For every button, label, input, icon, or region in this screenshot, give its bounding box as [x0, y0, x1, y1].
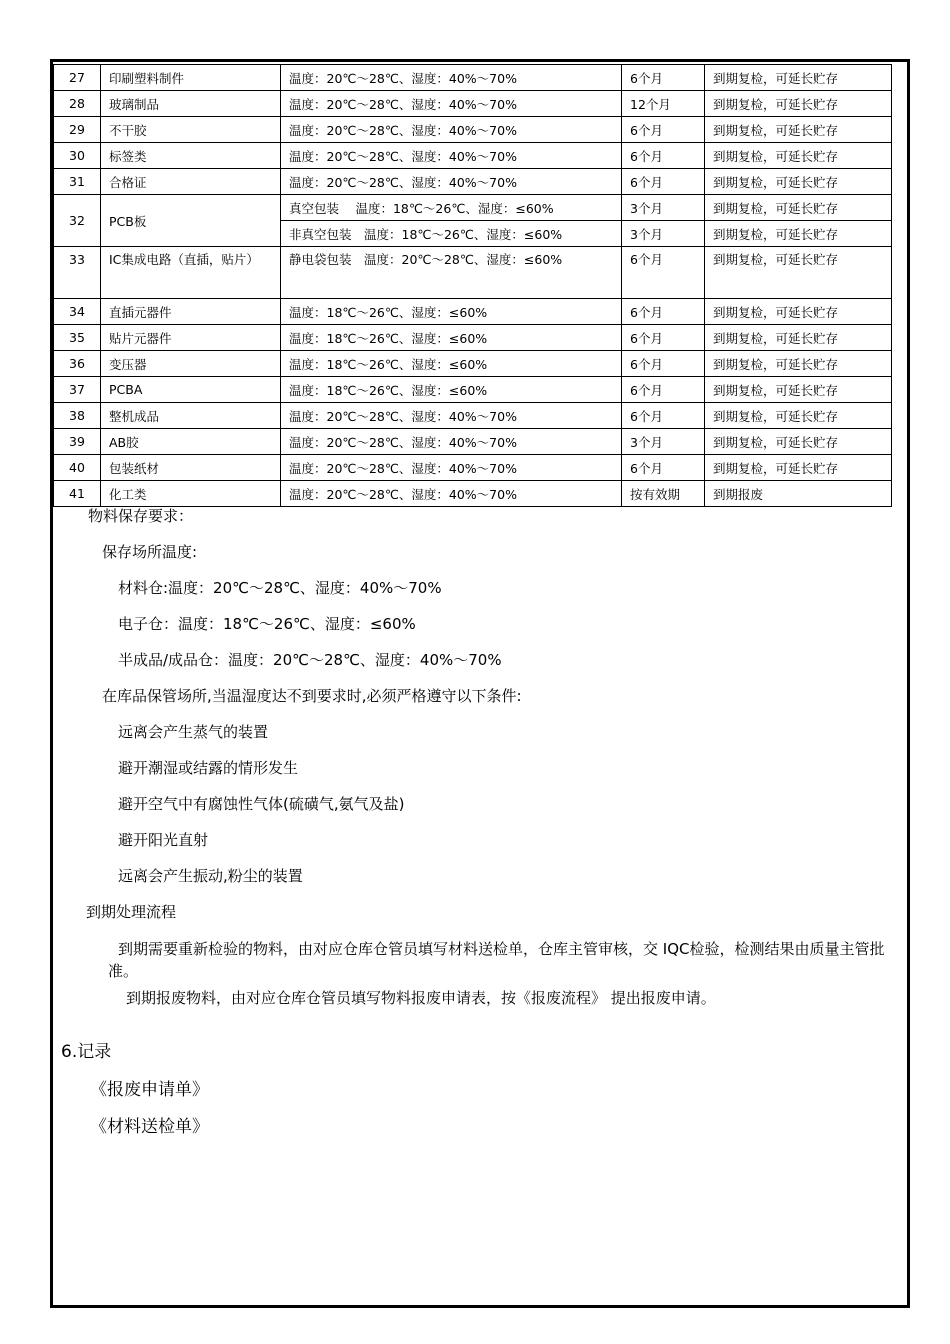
row-number: 36 — [54, 351, 101, 377]
storage-condition: 温度：20℃～28℃、湿度：40%～70% — [281, 429, 622, 455]
expiry-action: 到期复检，可延长贮存 — [705, 403, 892, 429]
storage-condition: 非真空包装 温度：18℃～26℃、湿度：≤60% — [281, 221, 622, 247]
table-row — [54, 351, 892, 377]
expiry-action: 到期复检，可延长贮存 — [705, 351, 892, 377]
row-number: 38 — [54, 403, 101, 429]
storage-period: 3个月 — [622, 195, 705, 221]
expiry-process-title: 到期处理流程 — [86, 903, 177, 921]
storage-condition: 温度：18℃～26℃、湿度：≤60% — [281, 351, 622, 377]
storage-conditions-title: 在库品保管场所,当温湿度达不到要求时,必须严格遵守以下条件: — [102, 687, 522, 705]
expiry-action: 到期复检，可延长贮存 — [705, 455, 892, 481]
condition-item: 远离会产生振动,粉尘的装置 — [118, 867, 303, 885]
table-row — [54, 403, 892, 429]
row-number: 35 — [54, 325, 101, 351]
storage-period: 6个月 — [622, 143, 705, 169]
row-number: 40 — [54, 455, 101, 481]
storage-condition: 温度：20℃～28℃、湿度：40%～70% — [281, 455, 622, 481]
storage-period: 6个月 — [622, 169, 705, 195]
row-number: 30 — [54, 143, 101, 169]
record-item: 《材料送检单》 — [90, 1117, 209, 1137]
row-number: 32 — [54, 195, 101, 247]
expiry-reinspection-paragraph: 到期需要重新检验的物料，由对应仓库仓管员填写材料送检单，仓库主管审核，交 IQC检验，检测结果由质量主管批准。 — [108, 940, 885, 980]
material-name: 包装纸材 — [101, 455, 281, 481]
storage-period: 6个月 — [622, 65, 705, 91]
storage-period: 6个月 — [622, 403, 705, 429]
row-number: 28 — [54, 91, 101, 117]
table-row — [54, 65, 892, 91]
electronic-warehouse-condition: 电子仓：温度：18℃～26℃、湿度：≤60% — [118, 615, 416, 633]
row-number: 34 — [54, 299, 101, 325]
table-row — [54, 143, 892, 169]
table-row — [54, 325, 892, 351]
storage-period: 6个月 — [622, 117, 705, 143]
table-row — [54, 429, 892, 455]
storage-period: 3个月 — [622, 221, 705, 247]
storage-place-title: 保存场所温度: — [102, 543, 198, 561]
table-row — [54, 195, 892, 221]
row-number: 37 — [54, 377, 101, 403]
storage-period: 6个月 — [622, 455, 705, 481]
storage-condition: 温度：18℃～26℃、湿度：≤60% — [281, 299, 622, 325]
expiry-action: 到期复检，可延长贮存 — [705, 247, 892, 299]
material-name: 变压器 — [101, 351, 281, 377]
expiry-action: 到期复检，可延长贮存 — [705, 221, 892, 247]
material-name: PCBA — [101, 377, 281, 403]
expiry-action: 到期复检，可延长贮存 — [705, 91, 892, 117]
table-row — [54, 169, 892, 195]
storage-condition: 温度：18℃～26℃、湿度：≤60% — [281, 325, 622, 351]
expiry-action: 到期复检，可延长贮存 — [705, 117, 892, 143]
storage-condition: 温度：20℃～28℃、湿度：40%～70% — [281, 481, 622, 507]
expiry-action: 到期复检，可延长贮存 — [705, 299, 892, 325]
material-storage-table — [53, 64, 892, 507]
finished-warehouse-condition: 半成品/成品仓：温度：20℃～28℃、湿度：40%～70% — [118, 651, 502, 669]
storage-period: 6个月 — [622, 299, 705, 325]
material-name: 标签类 — [101, 143, 281, 169]
material-name: IC集成电路（直插，贴片） — [101, 247, 281, 299]
storage-period: 6个月 — [622, 377, 705, 403]
material-name: 整机成品 — [101, 403, 281, 429]
material-name: 不干胶 — [101, 117, 281, 143]
material-name: 直插元器件 — [101, 299, 281, 325]
table-row — [54, 377, 892, 403]
expiry-scrap-paragraph: 到期报废物料，由对应仓库仓管员填写物料报废申请表，按《报废流程》 提出报废申请。 — [126, 989, 716, 1007]
storage-period: 3个月 — [622, 429, 705, 455]
expiry-action: 到期复检，可延长贮存 — [705, 169, 892, 195]
storage-period: 6个月 — [622, 247, 705, 299]
expiry-action: 到期复检，可延长贮存 — [705, 143, 892, 169]
storage-condition: 温度：18℃～26℃、湿度：≤60% — [281, 377, 622, 403]
row-number: 31 — [54, 169, 101, 195]
material-name: 印刷塑料制件 — [101, 65, 281, 91]
material-name: 化工类 — [101, 481, 281, 507]
storage-condition: 真空包装 温度：18℃～26℃、湿度：≤60% — [281, 195, 622, 221]
condition-item: 避开阳光直射 — [118, 831, 209, 849]
storage-condition: 温度：20℃～28℃、湿度：40%～70% — [281, 169, 622, 195]
table-row — [54, 247, 892, 299]
expiry-action: 到期复检，可延长贮存 — [705, 429, 892, 455]
row-number: 39 — [54, 429, 101, 455]
record-item: 《报废申请单》 — [90, 1080, 209, 1100]
material-warehouse-condition: 材料仓:温度：20℃～28℃、湿度：40%～70% — [118, 579, 442, 597]
expiry-action: 到期复检，可延长贮存 — [705, 377, 892, 403]
row-number: 41 — [54, 481, 101, 507]
material-name: 合格证 — [101, 169, 281, 195]
material-name: AB胶 — [101, 429, 281, 455]
table-row — [54, 91, 892, 117]
material-name: PCB板 — [101, 195, 281, 247]
table-row — [54, 455, 892, 481]
storage-condition: 温度：20℃～28℃、湿度：40%～70% — [281, 403, 622, 429]
table-row — [54, 117, 892, 143]
expiry-action: 到期报废 — [705, 481, 892, 507]
condition-item: 避开空气中有腐蚀性气体(硫磺气,氨气及盐) — [118, 795, 405, 813]
storage-period: 12个月 — [622, 91, 705, 117]
storage-period: 6个月 — [622, 325, 705, 351]
storage-condition: 温度：20℃～28℃、湿度：40%～70% — [281, 143, 622, 169]
storage-requirements-title: 物料保存要求： — [88, 507, 194, 525]
storage-period: 6个月 — [622, 351, 705, 377]
condition-item: 避开潮湿或结露的情形发生 — [118, 759, 299, 777]
records-section-title: 6.记录 — [61, 1042, 112, 1062]
table-row — [54, 481, 892, 507]
table-row — [54, 299, 892, 325]
material-name: 贴片元器件 — [101, 325, 281, 351]
row-number: 27 — [54, 65, 101, 91]
storage-condition: 温度：20℃～28℃、湿度：40%～70% — [281, 65, 622, 91]
expiry-action: 到期复检，可延长贮存 — [705, 325, 892, 351]
storage-condition: 温度：20℃～28℃、湿度：40%～70% — [281, 91, 622, 117]
storage-condition: 静电袋包装 温度：20℃～28℃、湿度：≤60% — [281, 247, 622, 299]
condition-item: 远离会产生蒸气的装置 — [118, 723, 269, 741]
row-number: 29 — [54, 117, 101, 143]
row-number: 33 — [54, 247, 101, 299]
expiry-action: 到期复检，可延长贮存 — [705, 195, 892, 221]
expiry-action: 到期复检，可延长贮存 — [705, 65, 892, 91]
storage-condition: 温度：20℃～28℃、湿度：40%～70% — [281, 117, 622, 143]
material-name: 玻璃制品 — [101, 91, 281, 117]
storage-period: 按有效期 — [622, 481, 705, 507]
